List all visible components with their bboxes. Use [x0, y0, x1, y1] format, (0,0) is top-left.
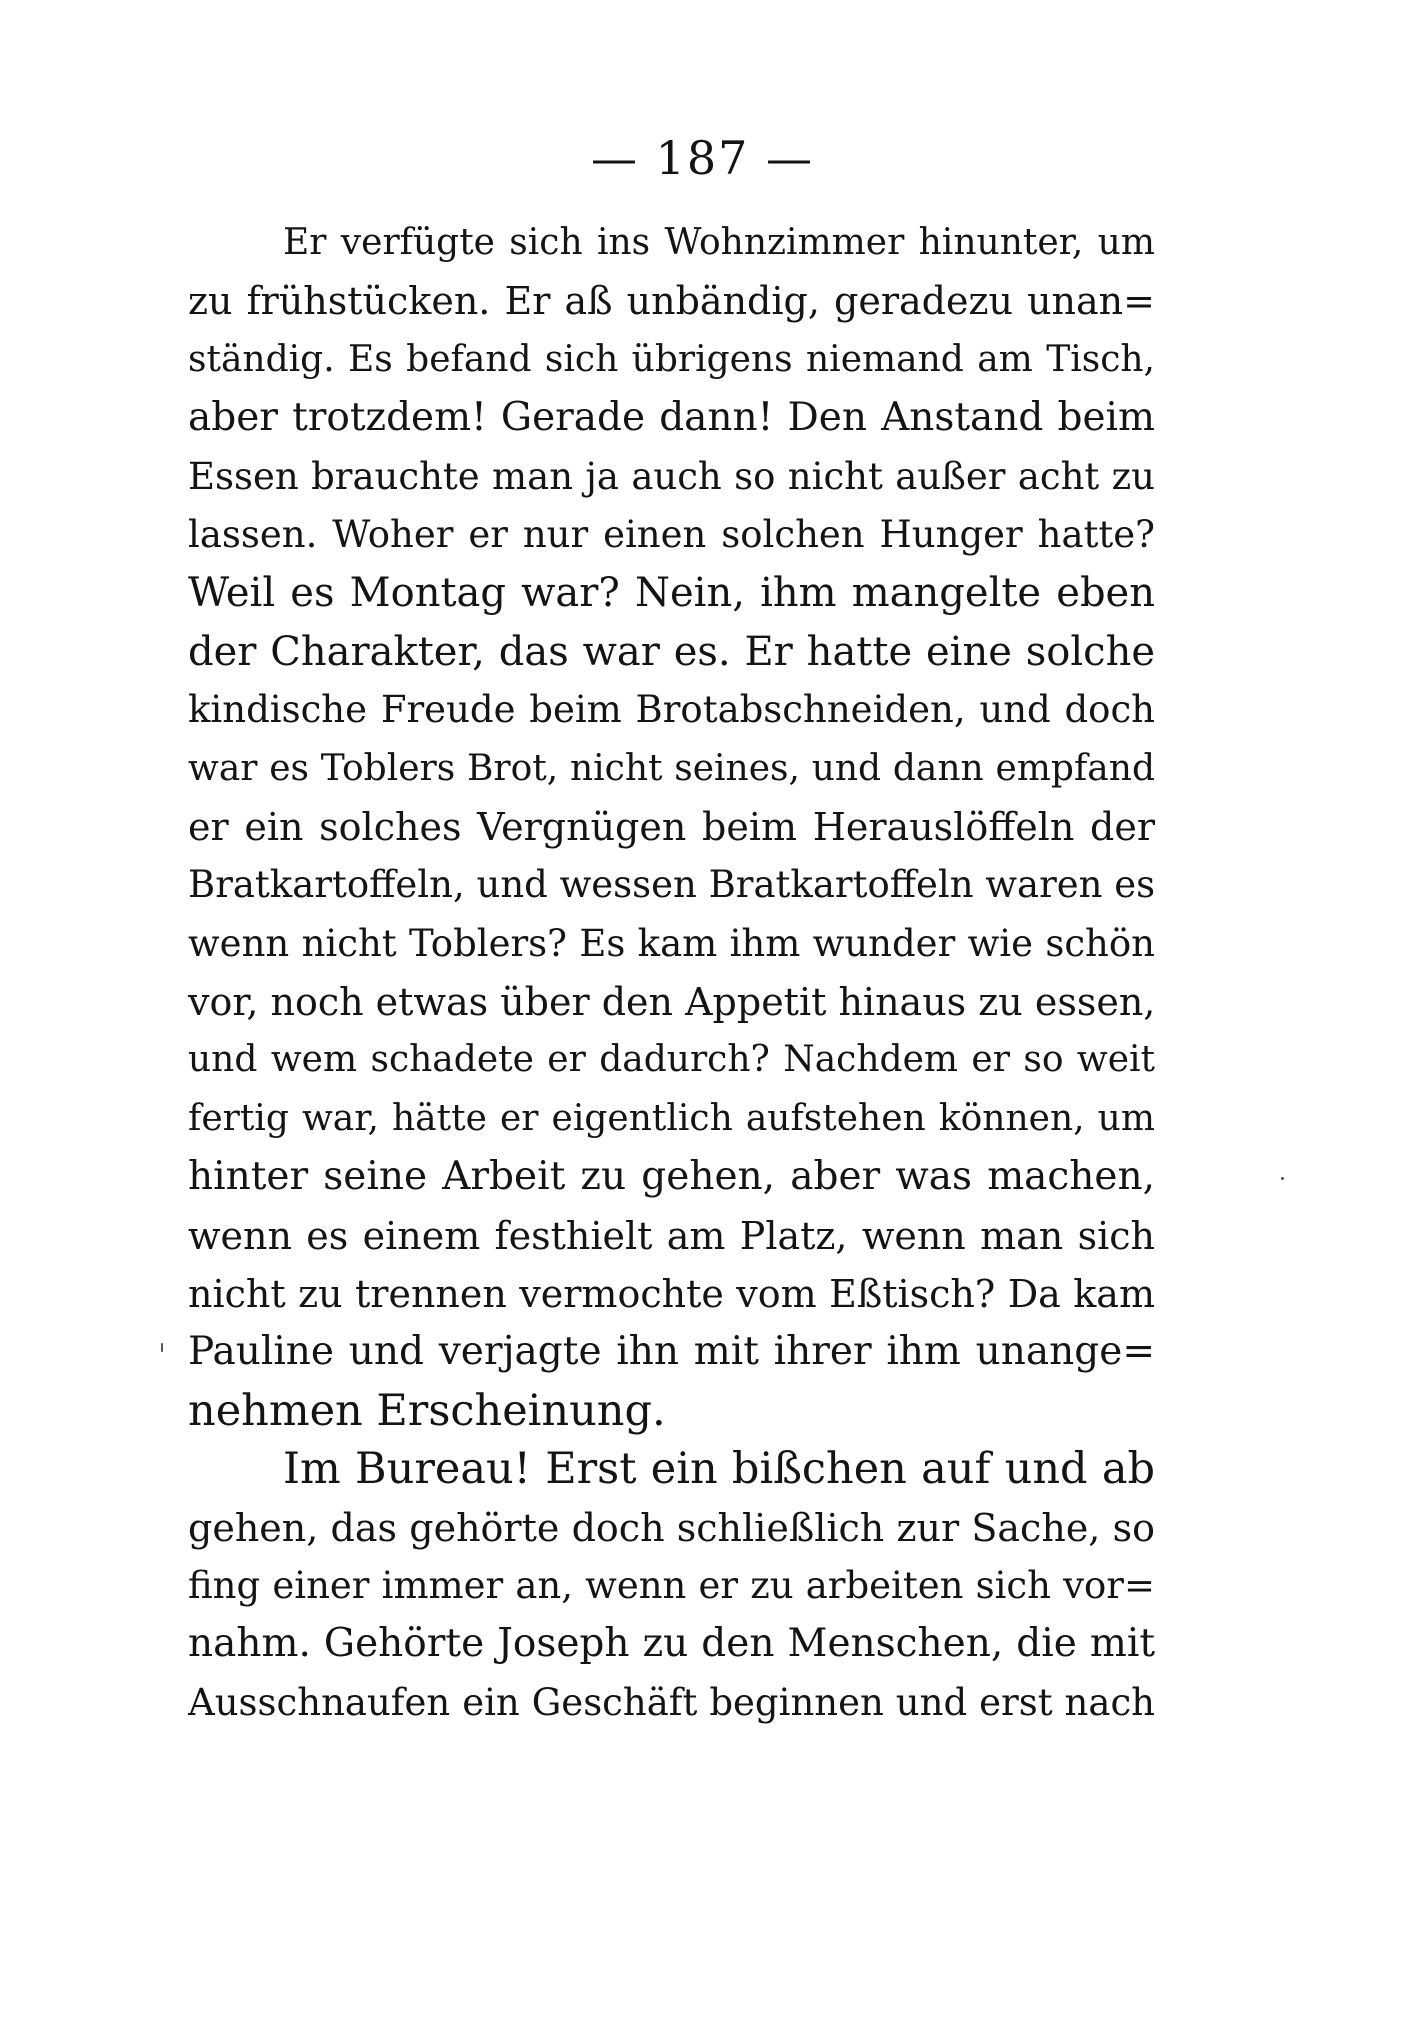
text-line: der Charakter, das war es. Er hatte eine solche — [188, 628, 1155, 675]
text-line: wenn nicht Toblers? Es kam ihm wunder wie schön — [188, 921, 1155, 965]
text-line: Ausschnaufen ein Geschäft beginnen und erst nach — [188, 1680, 1155, 1724]
text-line: kindische Freude beim Brotabschneiden, und doch — [188, 688, 1155, 732]
text-line: Pauline und verjagte ihn mit ihrer ihm unange= — [188, 1329, 1155, 1375]
body-text — [188, 214, 1155, 1732]
text-line: fing einer immer an, wenn er zu arbeiten sich vor= — [188, 1563, 1155, 1607]
text-line: fertig war, hätte er eigentlich aufstehen können, um — [188, 1097, 1155, 1139]
text-line: war es Toblers Brot, nicht seines, und dann empfand — [188, 747, 1155, 789]
text-line: lassen. Woher er nur einen solchen Hunger hatte? — [188, 512, 1155, 556]
text-line: Bratkartoffeln, und wessen Bratkartoffeln waren es — [188, 863, 1155, 907]
text-line: aber trotzdem! Gerade dann! Den Anstand beim — [188, 395, 1155, 441]
scan-speck — [1281, 1177, 1284, 1180]
text-line: Im Bureau! Erst ein bißchen auf und ab — [283, 1444, 1155, 1495]
text-line: nicht zu trennen vermochte vom Eßtisch? Da kam — [188, 1272, 1155, 1317]
text-line: Essen brauchte man ja auch so nicht außer acht zu — [188, 454, 1155, 498]
text-line: zu frühstücken. Er aß unbändig, geradezu unan= — [188, 279, 1155, 324]
text-line: und wem schadete er dadurch? Nachdem er so weit — [188, 1039, 1155, 1081]
text-line: Weil es Montag war? Nein, ihm mangelte eben — [188, 570, 1155, 617]
text-line: nahm. Gehörte Joseph zu den Menschen, die mit — [188, 1621, 1155, 1667]
page-number: — 187 — — [590, 131, 815, 185]
text-line: wenn es einem festhielt am Platz, wenn man sich — [188, 1213, 1155, 1258]
text-line: ständig. Es befand sich übrigens niemand am Tisch, — [188, 338, 1155, 380]
scan-speck — [161, 1343, 163, 1352]
text-line: vor, noch etwas über den Appetit hinaus zu essen, — [188, 980, 1155, 1025]
text-line: gehen, das gehörte doch schließlich zur Sache, so — [188, 1505, 1155, 1550]
text-line: Er verfügte sich ins Wohnzimmer hinunter, um — [283, 222, 1155, 263]
text-line: hinter seine Arbeit zu gehen, aber was machen, — [188, 1154, 1155, 1200]
text-line: er ein solches Vergnügen beim Herauslöffeln der — [188, 804, 1155, 849]
text-line: nehmen Erscheinung. — [188, 1385, 666, 1436]
